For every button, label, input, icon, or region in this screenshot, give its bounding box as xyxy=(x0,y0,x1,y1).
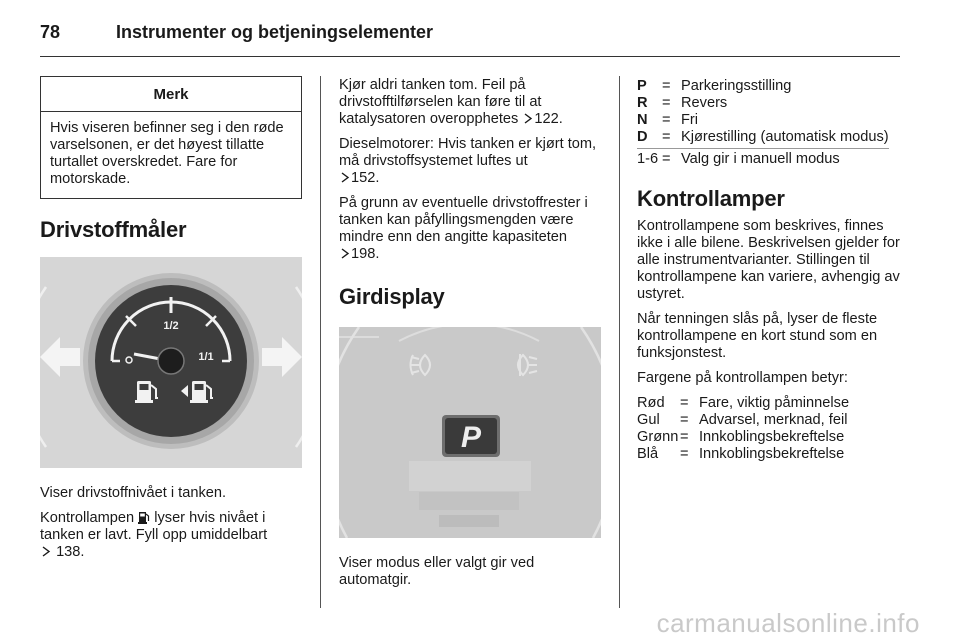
page-reference-198[interactable]: 198. xyxy=(339,246,379,262)
gear-display-caption: Viser modus eller valgt gir ved automatgir. xyxy=(339,555,535,588)
table-row: N = Fri xyxy=(637,112,699,128)
table-row: P = Parkeringsstilling xyxy=(637,78,792,94)
fuel-pump-icon xyxy=(138,511,150,524)
reference-arrow-icon xyxy=(339,247,351,260)
gear-indicator-letter: P xyxy=(460,421,482,454)
table-row: R = Revers xyxy=(637,95,728,111)
section-heading-fuel-gauge: Drivstoffmåler xyxy=(40,217,187,242)
fuel-warning-paragraph xyxy=(40,510,302,561)
note-box xyxy=(40,76,302,199)
function-test-paragraph: Når tenningen slås på, lyser de fleste kontrollampene en kort stund som en funksjonstest. xyxy=(637,311,878,361)
page-reference-152[interactable]: 152. xyxy=(339,170,379,186)
reference-arrow-icon xyxy=(339,171,351,184)
table-row: D = Kjørestilling (automatisk modus) xyxy=(637,129,889,149)
empty-tank-paragraph: Kjør aldri tanken tom. Feil på drivstofftilførselen kan føre til at katalysatoren overopphetes 122. xyxy=(339,77,563,127)
table-row: Grønn = Innkoblingsbekreftelse xyxy=(637,429,845,445)
column-middle xyxy=(339,76,601,597)
gear-display-illustration xyxy=(339,327,601,538)
gauge-label-half: 1/2 xyxy=(163,320,179,332)
note-body: Hvis viseren befinner seg i den røde varselsonen, er det høyest tillatte turtallet overskredet. Fare for motorskade. xyxy=(50,120,284,187)
column-right xyxy=(637,76,900,463)
color-meaning-table xyxy=(637,395,849,463)
table-row: Gul = Advarsel, merknad, feil xyxy=(637,412,848,428)
gauge-label-full: 1/1 xyxy=(198,351,214,363)
watermark: carmanualsonline.info xyxy=(656,608,920,638)
fuel-gauge-caption: Viser drivstoffnivået i tanken. xyxy=(40,485,227,501)
page-title: Instrumenter og betjeningselementer xyxy=(116,22,434,42)
page-reference-122[interactable]: 122. xyxy=(522,111,562,127)
section-heading-gear-display: Girdisplay xyxy=(339,284,445,309)
reference-arrow-icon xyxy=(40,545,52,558)
gear-display-graphic xyxy=(339,327,601,538)
front-fog-light-icon xyxy=(411,355,431,375)
colors-intro: Fargene på kontrollampen betyr: xyxy=(637,370,848,386)
fuel-residue-paragraph: På grunn av eventuelle drivstoffrester i tanken kan påfyllingsmengden være mindre enn den angitte kapasiteten 198. xyxy=(339,195,588,262)
note-title: Merk xyxy=(41,77,301,112)
column-left xyxy=(40,76,302,569)
column-divider xyxy=(619,76,620,608)
diesel-paragraph: Dieselmotorer: Hvis tanken er kjørt tom, må drivstoffsystemet luftes ut 152. xyxy=(339,136,597,186)
page-reference-138[interactable]: 138. xyxy=(40,544,84,560)
table-row: Blå = Innkoblingsbekreftelse xyxy=(637,446,845,462)
gear-definition-table xyxy=(637,78,889,168)
rear-fog-light-icon xyxy=(518,354,537,376)
section-heading-warning-lights: Kontrollamper xyxy=(637,186,785,211)
column-divider xyxy=(320,76,321,608)
fuel-gauge-graphic xyxy=(40,257,302,468)
warning-lights-intro: Kontrollampene som beskrives, finnes ikke i alle bilene. Beskrivelsen gjelder for alle instrumentvarianter. Stillingen til kontrollampene kan variere, avhengig av ustyret. xyxy=(637,218,900,302)
page-number: 78 xyxy=(40,22,61,42)
table-row: 1-6 = Valg gir i manuell modus xyxy=(637,151,840,167)
fuel-gauge-illustration xyxy=(40,257,302,468)
page-header xyxy=(40,20,900,57)
fuel-warning-text: lyser hvis nivået i tanken er lavt. Fyll opp umiddelbart xyxy=(40,510,268,543)
table-row: Rød = Fare, viktig påminnelse xyxy=(637,395,850,411)
fuel-warning-prefix: Kontrollampen xyxy=(40,510,135,526)
reference-arrow-icon xyxy=(522,112,534,125)
